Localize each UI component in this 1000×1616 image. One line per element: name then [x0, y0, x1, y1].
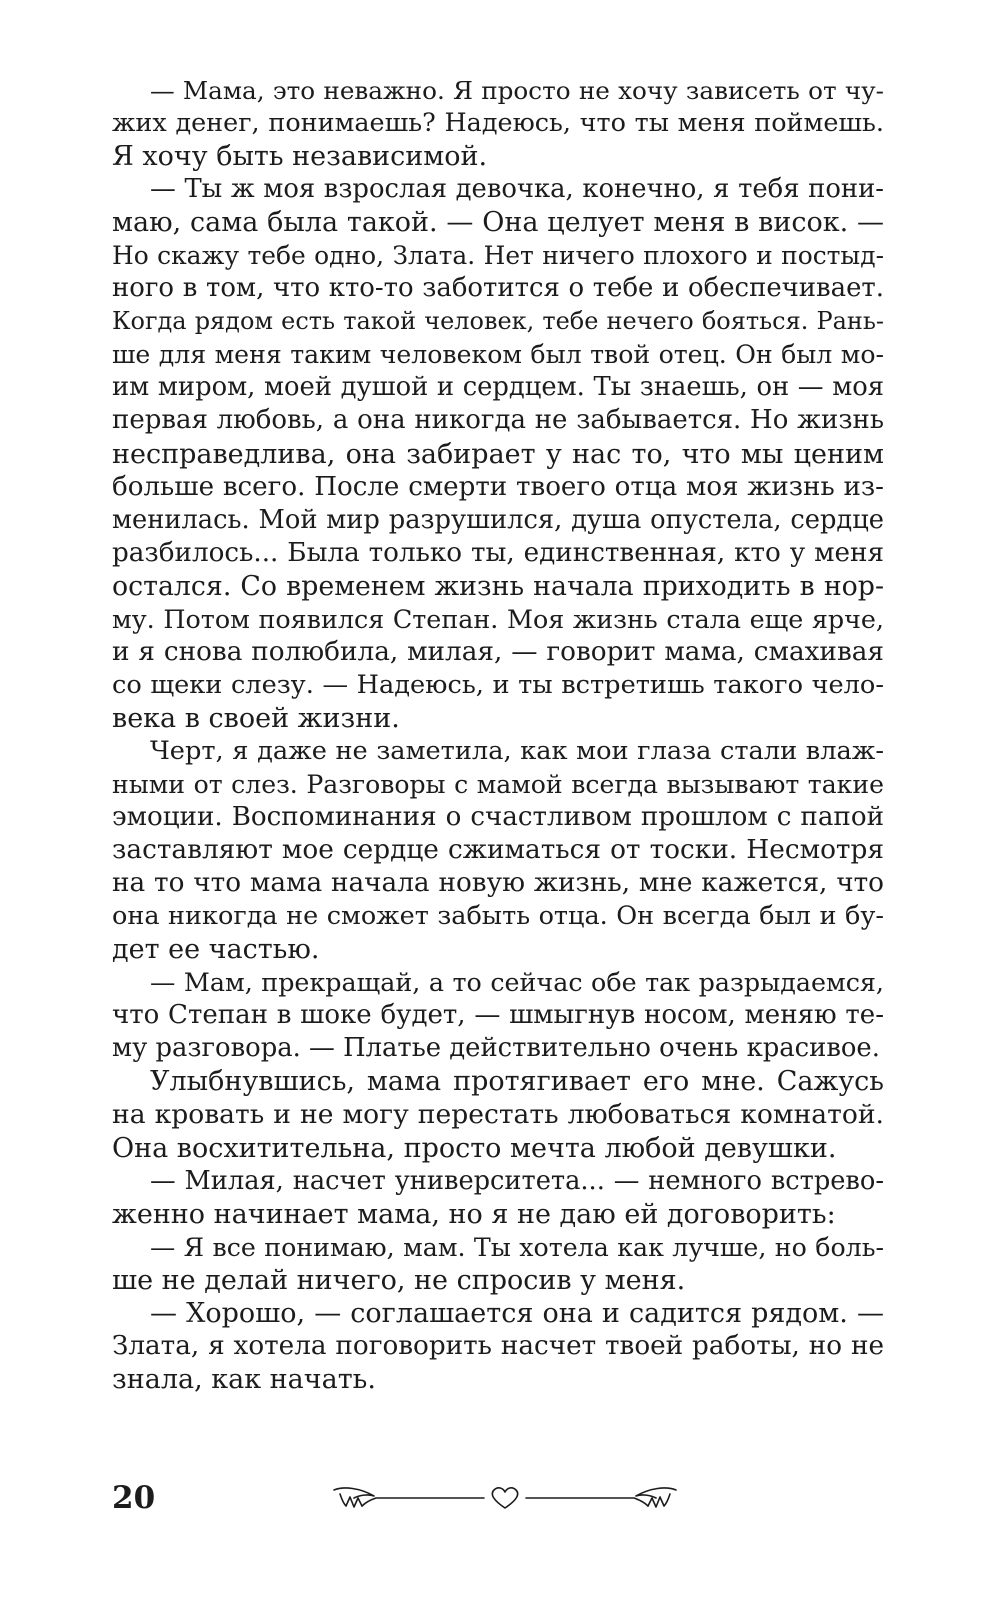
text-line: Я хочу быть независимой.: [112, 141, 488, 173]
text-line: — Милая, насчет университета... — немного встрево-: [150, 1165, 884, 1196]
text-line: Злата, я хотела поговорить насчет твоей работы, но не: [112, 1330, 884, 1361]
text-line: ного в том, что кто-то заботится о тебе и обеспечивает.: [112, 273, 884, 304]
text-line: му. Потом появился Степан. Моя жизнь стала еще ярче,: [112, 603, 884, 634]
text-line: Но скажу тебе одно, Злата. Нет ничего плохого и постыд-: [112, 241, 884, 271]
page-footer: [0, 1478, 1000, 1528]
text-line: и я снова полюбила, милая, — говорит мама, смахивая: [112, 636, 884, 667]
text-line: жих денег, понимаешь? Надеюсь, что ты меня поймешь.: [112, 108, 884, 139]
wing-heart-ornament-icon: [330, 1480, 680, 1516]
body-text: [112, 74, 884, 1396]
text-line: Черт, я даже не заметила, как мои глаза стали влаж-: [150, 735, 884, 766]
text-line: несправедлива, она забирает у нас то, что мы ценим: [112, 438, 884, 470]
text-line: им миром, моей душой и сердцем. Ты знаешь, он — моя: [112, 372, 884, 403]
text-line: эмоции. Воспоминания о счастливом прошлом с папой: [112, 802, 884, 833]
text-line: ше не делай ничего, не спросив у меня.: [112, 1264, 686, 1296]
text-line: со щеки слезу. — Надеюсь, и ты встретишь такого чело-: [112, 669, 884, 700]
text-line: Улыбнувшись, мама протягивает его мне. Сажусь: [150, 1066, 884, 1098]
text-line: Когда рядом есть такой человек, тебе нечего бояться. Рань-: [112, 307, 884, 336]
text-line: что Степан в шоке будет, — шмыгнув носом, меняю те-: [112, 1000, 884, 1031]
page-number: 20: [112, 1480, 156, 1516]
text-line: му разговора. — Платье действительно очень красивое.: [112, 1033, 880, 1064]
text-line: менилась. Мой мир разрушился, душа опустела, сердце: [112, 504, 884, 535]
text-line: заставляют мое сердце сжиматься от тоски. Несмотря: [112, 835, 884, 866]
text-line: разбилось... Была только ты, единственная, кто у меня: [112, 537, 884, 568]
text-line: женно начинает мама, но я не даю ей договорить:: [112, 1198, 836, 1230]
text-line: ными от слез. Разговоры с мамой всегда вызывают такие: [112, 769, 884, 799]
text-line: знала, как начать.: [112, 1363, 376, 1395]
text-line: ше для меня таким человеком был твой отец. Он был мо-: [112, 340, 884, 370]
text-line: — Мама, это неважно. Я просто не хочу зависеть от чу-: [150, 76, 884, 105]
text-line: — Ты ж моя взрослая девочка, конечно, я тебя пони-: [150, 174, 884, 205]
text-line: она никогда не сможет забыть отца. Он всегда был и бу-: [112, 901, 884, 932]
text-line: века в своей жизни.: [112, 702, 400, 734]
text-line: на то что мама начала новую жизнь, мне кажется, что: [112, 868, 884, 899]
text-line: остался. Со временем жизнь начала приходить в нор-: [112, 570, 884, 602]
text-line: — Я все понимаю, мам. Ты хотела как лучше, но боль-: [150, 1232, 884, 1262]
text-line: на кровать и не могу перестать любоваться комнатой.: [112, 1099, 884, 1131]
text-line: больше всего. После смерти твоего отца моя жизнь из-: [112, 471, 884, 502]
text-line: маю, сама была такой. — Она целует меня в висок. —: [112, 207, 884, 239]
text-line: дет ее частью.: [112, 934, 320, 966]
text-line: — Мам, прекращай, а то сейчас обе так разрыдаемся,: [150, 967, 884, 998]
text-line: — Хорошо, — соглашается она и садится рядом. —: [150, 1297, 884, 1329]
text-line: Она восхитительна, просто мечта любой девушки.: [112, 1132, 837, 1164]
text-line: первая любовь, а она никогда не забывается. Но жизнь: [112, 405, 884, 436]
